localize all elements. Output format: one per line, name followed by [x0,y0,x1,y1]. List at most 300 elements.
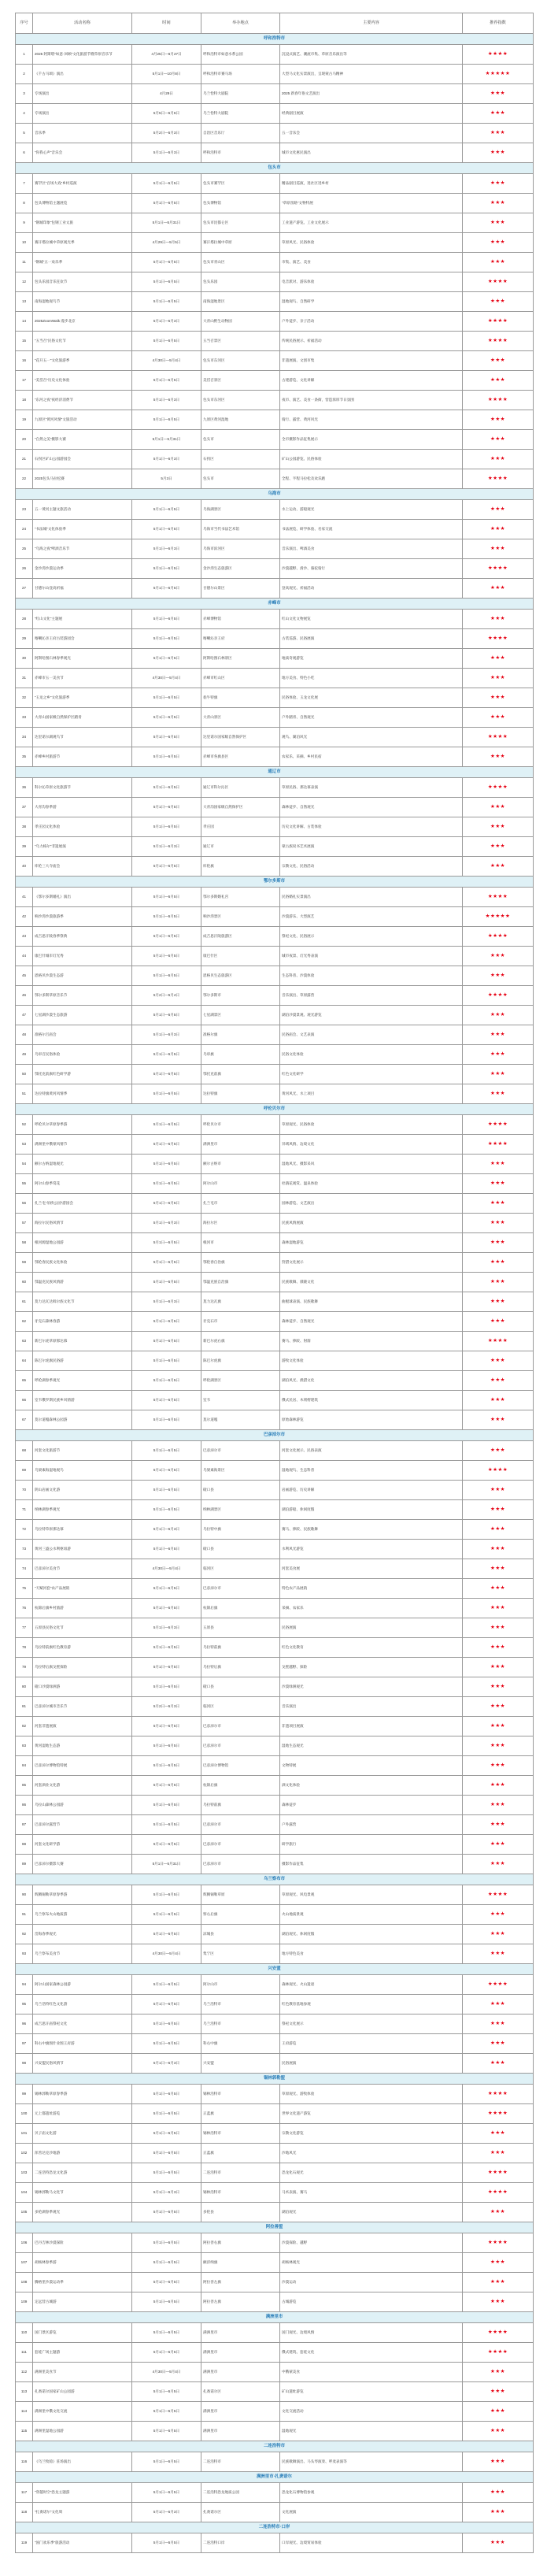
cell-content: 文物特展 [280,1756,463,1776]
table-row [16,1944,534,1964]
cell-content: 宗教文化游览 [280,2124,463,2144]
cell-index: 5 [16,124,33,143]
cell-time: 5月1日—5月5日 [132,1135,201,1155]
cell-rating-stars: ★★★ [463,1065,534,1084]
cell-time: 5月1日—5月5日 [132,2034,201,2054]
cell-index: 29 [16,629,33,649]
cell-index: 79 [16,1658,33,1677]
table-row [16,966,534,986]
cell-rating-stars: ★★★★ [463,469,534,489]
cell-activity-name: 河套非遗展演 [33,1717,132,1736]
table-row [16,2085,534,2104]
cell-place: 包头市 [201,469,280,489]
cell-index: 22 [16,469,33,489]
cell-place: 乌兰恰特大剧院 [201,104,280,124]
cell-activity-name: 满洲里湿地公园游 [33,2422,132,2441]
cell-place: 乌拉特中旗 [201,1520,280,1540]
table-row [16,2292,534,2312]
cell-content: 古城游览 [280,2292,463,2312]
table-row [16,1441,534,1461]
cell-rating-stars: ★★★ [463,1481,534,1500]
region-header-row [16,1430,534,1441]
cell-rating-stars: ★★★ [463,708,534,728]
cell-content: 湖泊游船、休闲度假 [280,1500,463,1520]
cell-activity-name: “钢城印象”包钢工业文旅 [33,213,132,233]
cell-index: 54 [16,1155,33,1174]
table-row [16,986,534,1006]
header-place: 举办地点 [201,13,280,34]
cell-rating-stars: ★★★ [463,450,534,469]
cell-content: 非遗展演、文创市集 [280,351,463,371]
region-header-row [16,489,534,500]
activity-table [15,13,534,2553]
cell-place: 磴口县 [201,1677,280,1697]
cell-activity-name: 巴彦淖尔露营节 [33,1815,132,1835]
cell-rating-stars: ★★★ [463,1638,534,1658]
cell-content: 红色文化研学 [280,1065,463,1084]
cell-rating-stars: ★★★ [463,1995,534,2014]
table-body [16,34,534,2553]
cell-place: 大青山野生动物园 [201,312,280,332]
cell-place: 牙克石市 [201,1312,280,1332]
table-row [16,1520,534,1540]
cell-index: 8 [16,194,33,213]
cell-time: 5月1日—5月5日 [132,2163,201,2183]
cell-activity-name: 巴彦淖尔城市音乐节 [33,1697,132,1717]
cell-time: 5月1日—5月5日 [132,1925,201,1944]
table-row [16,1638,534,1658]
cell-activity-name: 室韦俄罗斯民族乡风情游 [33,1391,132,1410]
cell-time: 5月1日—5月3日 [132,539,201,559]
cell-index: 24 [16,520,33,539]
cell-time: 5月1日—5月5日 [132,747,201,767]
table-row [16,1115,534,1135]
cell-time: 5月1日—5月5日 [132,579,201,599]
cell-rating-stars: ★★★ [463,253,534,272]
cell-content: 城市文化惠民演出 [280,143,463,163]
table-row [16,857,534,877]
table-row [16,1677,534,1697]
cell-place: 包头博物馆 [201,194,280,213]
cell-activity-name: “五当召”民俗文化节 [33,332,132,351]
cell-time: 4月29日 [132,84,201,104]
cell-index: 18 [16,391,33,410]
cell-rating-stars: ★★★ [463,1391,534,1410]
cell-rating-stars: ★★★ [463,1084,534,1104]
cell-content: 草原民俗、那达慕表演 [280,778,463,798]
cell-activity-name: 阿尔山国家森林公园游 [33,1975,132,1995]
cell-index: 43 [16,927,33,947]
table-row [16,2183,534,2203]
table-row [16,2422,534,2441]
cell-index: 116 [16,2452,33,2472]
cell-index: 111 [16,2343,33,2363]
cell-place: 美岱召景区 [201,371,280,391]
region-header-row [16,877,534,888]
cell-rating-stars: ★★★ [463,669,534,688]
cell-index: 1 [16,45,33,65]
cell-place: 额济纳旗 [201,2253,280,2273]
cell-place: 额尔古纳市 [201,1155,280,1174]
cell-index: 88 [16,1835,33,1855]
header-rating: 推荐指数 [463,13,534,34]
cell-content: 俄式建筑、套娃文化 [280,2343,463,2363]
table-row [16,1194,534,1214]
region-title: 二连浩特市·口岸 [16,2522,534,2533]
cell-activity-name: 岱海春季观光 [33,1925,132,1944]
cell-activity-name: 乌兰浩特红色文化游 [33,1995,132,2014]
cell-index: 4 [16,104,33,124]
cell-time: 5月1日—5月5日 [132,2104,201,2124]
cell-place: 满洲里市 [201,1135,280,1155]
cell-content: 古建游览、文化讲解 [280,371,463,391]
cell-rating-stars: ★★★ [463,1174,534,1194]
cell-activity-name: 五一黄河主题文旅活动 [33,500,132,520]
table-row [16,312,534,332]
cell-index: 15 [16,332,33,351]
cell-index: 48 [16,1025,33,1045]
cell-index: 75 [16,1579,33,1599]
cell-content: 森林徒步、自然观光 [280,1312,463,1332]
cell-index: 3 [16,84,33,104]
cell-place: 莫尔道嘎 [201,1410,280,1430]
cell-rating-stars: ★★★ [463,1658,534,1677]
cell-content: 狩猎文化展示 [280,1253,463,1273]
cell-index: 93 [16,1944,33,1964]
cell-place: 正蓝旗 [201,2104,280,2124]
cell-index: 106 [16,2233,33,2253]
cell-index: 44 [16,947,33,966]
cell-content: 户外踏青、自然观光 [280,708,463,728]
cell-rating-stars: ★★★ [463,1599,534,1618]
cell-rating-stars: ★★★★ [463,728,534,747]
cell-rating-stars: ★★★ [463,2014,534,2034]
cell-place: 金沙湾生态旅游区 [201,559,280,579]
cell-activity-name: 锡林郭勒草原春季游 [33,2085,132,2104]
cell-time: 5月1日—5月5日 [132,1006,201,1025]
region-header-row [16,2522,534,2533]
cell-content: 口岸观光、边境贸易体验 [280,2533,463,2553]
table-row [16,2104,534,2124]
cell-index: 31 [16,669,33,688]
table-row [16,629,534,649]
cell-index: 11 [16,253,33,272]
cell-place: 包头市 [201,430,280,450]
cell-rating-stars: ★★★ [463,143,534,163]
cell-place: 乌拉特后旗 [201,1658,280,1677]
cell-rating-stars: ★★★ [463,2253,534,2273]
cell-activity-name: 扎赉诺尔国家矿山公园游 [33,2382,132,2402]
cell-activity-name: 2025包头马拉松赛 [33,469,132,489]
cell-time: 5月1日—5月5日 [132,1194,201,1214]
cell-index: 92 [16,1925,33,1944]
cell-rating-stars: ★★★ [463,84,534,104]
region-header-row [16,599,534,610]
cell-activity-name: 赛汗塔拉城中草原观光季 [33,233,132,253]
table-row [16,143,534,163]
cell-place: 赤峰博物馆 [201,610,280,629]
cell-place: 大青山景区 [201,708,280,728]
cell-place: 准格尔旗 [201,1025,280,1045]
table-row [16,520,534,539]
cell-index: 38 [16,817,33,837]
cell-activity-name: 元上都遗址游览 [33,2104,132,2124]
cell-activity-name: 孝庄园文化体验 [33,817,132,837]
cell-rating-stars: ★★★ [463,2034,534,2054]
cell-activity-name: 大青山国家级自然保护区踏青 [33,708,132,728]
cell-rating-stars: ★★★★★ [463,907,534,927]
cell-content: 经典剧目展演 [280,104,463,124]
cell-time: 5月1日—5月3日 [132,1618,201,1638]
cell-content: 宗教文化、民俗活动 [280,857,463,877]
cell-activity-name: 贝子庙文化游 [33,2124,132,2144]
cell-index: 85 [16,1776,33,1796]
table-row [16,194,534,213]
cell-rating-stars: ★★★ [463,539,534,559]
cell-place: 九原区黄河湿地 [201,410,280,430]
cell-activity-name: 满洲里中俄文化交流 [33,2402,132,2422]
cell-index: 97 [16,2034,33,2054]
cell-place: 巴彦淖尔博物馆 [201,1756,280,1776]
table-row [16,2363,534,2382]
table-row [16,2124,534,2144]
cell-rating-stars: ★★★ [463,1618,534,1638]
cell-activity-name: 多伦湖春季观光 [33,2203,132,2222]
cell-index: 73 [16,1540,33,1559]
cell-rating-stars: ★★★ [463,1736,534,1756]
cell-place: 响沙湾景区 [201,907,280,927]
cell-time: 5月1日—5月5日 [132,1599,201,1618]
cell-activity-name: 石拐区矿山公园游园会 [33,450,132,469]
table-row [16,292,534,312]
region-title: 通辽市 [16,767,534,778]
cell-place: 莫力达瓦旗 [201,1292,280,1312]
cell-index: 64 [16,1351,33,1371]
cell-place: 赤峰市各旗县区 [201,747,280,767]
cell-time: 5月1日—5月5日 [132,2253,201,2273]
cell-time: 4月30日—5月4日 [132,351,201,371]
table-row [16,2054,534,2074]
table-row [16,747,534,767]
cell-place: 包头市赛罕区 [201,174,280,194]
cell-time: 5月1日—5月5日 [132,2124,201,2144]
cell-time: 5月1日—5月5日 [132,2422,201,2441]
cell-rating-stars: ★★★★ [463,888,534,907]
cell-activity-name: “乌海之夜”啤酒音乐节 [33,539,132,559]
cell-activity-name: 鄂托克前旗红色研学游 [33,1065,132,1084]
cell-content: 湿地观鸟、自然研学 [280,292,463,312]
cell-place: 包头市东河区 [201,391,280,410]
cell-activity-name: 辉腾锡勒草原春季游 [33,1885,132,1905]
cell-place: 阿尔山市 [201,1174,280,1194]
cell-place: 满洲里市 [201,2402,280,2422]
cell-index: 12 [16,272,33,292]
cell-time: 5月1日—5月5日 [132,2273,201,2292]
cell-place: 鄂伦春自治旗 [201,1253,280,1273]
cell-place: 二连浩特恐龙地质公园 [201,2483,280,2503]
table-row [16,708,534,728]
table-row [16,1351,534,1371]
cell-index: 23 [16,500,33,520]
cell-rating-stars: ★★★ [463,2054,534,2074]
cell-place: 包头市昆都仑区 [201,213,280,233]
cell-place: 乌海湖景区 [201,500,280,520]
cell-activity-name: 莫力达瓦达斡尔族文化节 [33,1292,132,1312]
cell-rating-stars: ★★★ [463,430,534,450]
region-header-row [16,2312,534,2323]
cell-content: 湿地生态观光 [280,1736,463,1756]
cell-content: 音乐演出 [280,1697,463,1717]
cell-rating-stars: ★★★ [463,1697,534,1717]
cell-activity-name: 南海湿地观鸟节 [33,292,132,312]
cell-place: 翁牛特旗 [201,688,280,708]
cell-place: 满洲里市 [201,2343,280,2363]
table-row [16,1391,534,1410]
table-row [16,1885,534,1905]
cell-index: 68 [16,1441,33,1461]
cell-time: 5月1日—5月5日 [132,2292,201,2312]
cell-content: 沙漠运动 [280,2273,463,2292]
cell-time: 5月1日—5月5日 [132,907,201,927]
cell-time: 5月1日—5月5日 [132,2402,201,2422]
cell-rating-stars: ★★★★ [463,1885,534,1905]
cell-place: 自治区音乐厅 [201,124,280,143]
table-row [16,124,534,143]
cell-place: 凉城县 [201,1925,280,1944]
cell-index: 25 [16,539,33,559]
cell-place: 乌拉特前旗 [201,1796,280,1815]
cell-time: 5月1日—5月5日 [132,2014,201,2034]
cell-place: 包头乐园 [201,272,280,292]
region-title: 二连浩特市 [16,2441,534,2452]
cell-index: 40 [16,857,33,877]
cell-content: 湿地观光 [280,2422,463,2441]
table-row [16,888,534,907]
cell-rating-stars: ★★★ [463,610,534,629]
cell-content: 沙漠越野、滑沙、骆驼骑行 [280,559,463,579]
table-row [16,610,534,629]
cell-content: 草原观光、游牧体验 [280,2085,463,2104]
cell-activity-name: 呼伦湖春季观光 [33,1371,132,1391]
cell-activity-name: 乌审召民俗体验 [33,1045,132,1065]
region-title: 乌兰察布市 [16,1874,534,1885]
cell-place: 康巴什区 [201,947,280,966]
cell-place: 锡林浩特市 [201,2183,280,2203]
table-row [16,1233,534,1253]
cell-activity-name: 海拉尔民俗风情节 [33,1214,132,1233]
cell-rating-stars: ★★★ [463,1717,534,1736]
cell-rating-stars: ★★★ [463,213,534,233]
cell-activity-name: 乌拉特草原那达慕 [33,1520,132,1540]
cell-activity-name: 科尔沁草原文化旅游节 [33,778,132,798]
cell-time: 5月1日—5月5日 [132,1351,201,1371]
cell-activity-name: 河套酒业文化游 [33,1776,132,1796]
cell-content: 五一音乐会 [280,124,463,143]
cell-place: 巴彦淖尔市 [201,1717,280,1736]
table-row [16,1995,534,2014]
cell-rating-stars: ★★★ [463,747,534,767]
cell-place: 乌兰浩特市 [201,1995,280,2014]
cell-content: 草原观光、民俗体验 [280,1115,463,1135]
cell-activity-name: 巴彦淖尔美食节 [33,1559,132,1579]
cell-time: 5月1日—5月5日 [132,1736,201,1756]
cell-place: 二连浩特口岸 [201,2533,280,2553]
cell-activity-name: 乌拉特前旗红色教育游 [33,1638,132,1658]
table-row [16,1155,534,1174]
cell-rating-stars: ★★★★ [463,312,534,332]
table-row [16,1135,534,1155]
cell-index: 28 [16,610,33,629]
cell-content: 骑行、露营、黄河风光 [280,410,463,430]
cell-content: 湿地风光、摄影采风 [280,1155,463,1174]
region-title: 乌海市 [16,489,534,500]
cell-rating-stars: ★★★★ [463,2233,534,2253]
region-header-row [16,2222,534,2233]
cell-place: 鄂托克前旗 [201,1065,280,1084]
cell-content: 黄河风光、水上项目 [280,1084,463,1104]
table-row [16,410,534,430]
table-row [16,272,534,292]
cell-rating-stars: ★★★ [463,410,534,430]
cell-content: 2025 新春年俗文艺演出 [280,84,463,104]
cell-time: 4月30日—5月4日 [132,1559,201,1579]
cell-time: 5月1日—5月3日 [132,1025,201,1045]
cell-time: 5月1日—5月5日 [132,371,201,391]
cell-index: 45 [16,966,33,986]
cell-activity-name: 兴安盟民俗风情节 [33,2054,132,2074]
cell-place: 察右后旗 [201,1905,280,1925]
region-title: 满洲里市·扎赉诺尔 [16,2472,534,2483]
cell-time: 5月1日—5月5日 [132,2323,201,2343]
cell-place: 乌海市滨河区 [201,539,280,559]
cell-content: 户外徒步、亲子活动 [280,312,463,332]
cell-rating-stars: ★★★★ [463,391,534,410]
cell-activity-name: 《乌兰牧骑》驻场演出 [33,2452,132,2472]
cell-time: 5月1日—5月3日 [132,2183,201,2203]
cell-index: 9 [16,213,33,233]
cell-activity-name: 牙克石森林春游 [33,1312,132,1332]
cell-rating-stars: ★★★ [463,649,534,669]
cell-place: 海拉尔区 [201,1214,280,1233]
cell-content: 登高观光、祈福活动 [280,579,463,599]
cell-place: 临河区 [201,1697,280,1717]
cell-time: 5月1日—5月3日 [132,450,201,469]
cell-index: 84 [16,1756,33,1776]
table-row [16,927,534,947]
cell-index: 59 [16,1253,33,1273]
cell-content: 河套美食展 [280,1559,463,1579]
cell-time: 5月1日—5月5日 [132,332,201,351]
cell-activity-name: “美岱召”历史文化体验 [33,371,132,391]
cell-time: 5月1日—5月5日 [132,2233,201,2253]
cell-index: 6 [16,143,33,163]
cell-time: 5月1日—5月5日 [132,1045,201,1065]
cell-time: 5月1日—5月31日 [132,1855,201,1874]
cell-rating-stars: ★★★ [463,2422,534,2441]
cell-place: 乌海市当代书法艺术馆 [201,520,280,539]
cell-place: 通辽市 [201,837,280,857]
cell-rating-stars: ★★★ [463,2452,534,2472]
table-row [16,1925,534,1944]
cell-content: 民族歌舞演出、马头琴演奏、呼麦表演等 [280,2452,463,2472]
cell-index: 7 [16,174,33,194]
cell-time: 5月1日—5月5日 [132,559,201,579]
cell-index: 104 [16,2183,33,2203]
cell-content: 地方美食、特色小吃 [280,669,463,688]
cell-activity-name: 成吉思汗庙祭祀文化 [33,2014,132,2034]
cell-activity-name: 乌兰察布火山地质游 [33,1905,132,1925]
cell-activity-name: 响沙湾沙漠旅游季 [33,907,132,927]
